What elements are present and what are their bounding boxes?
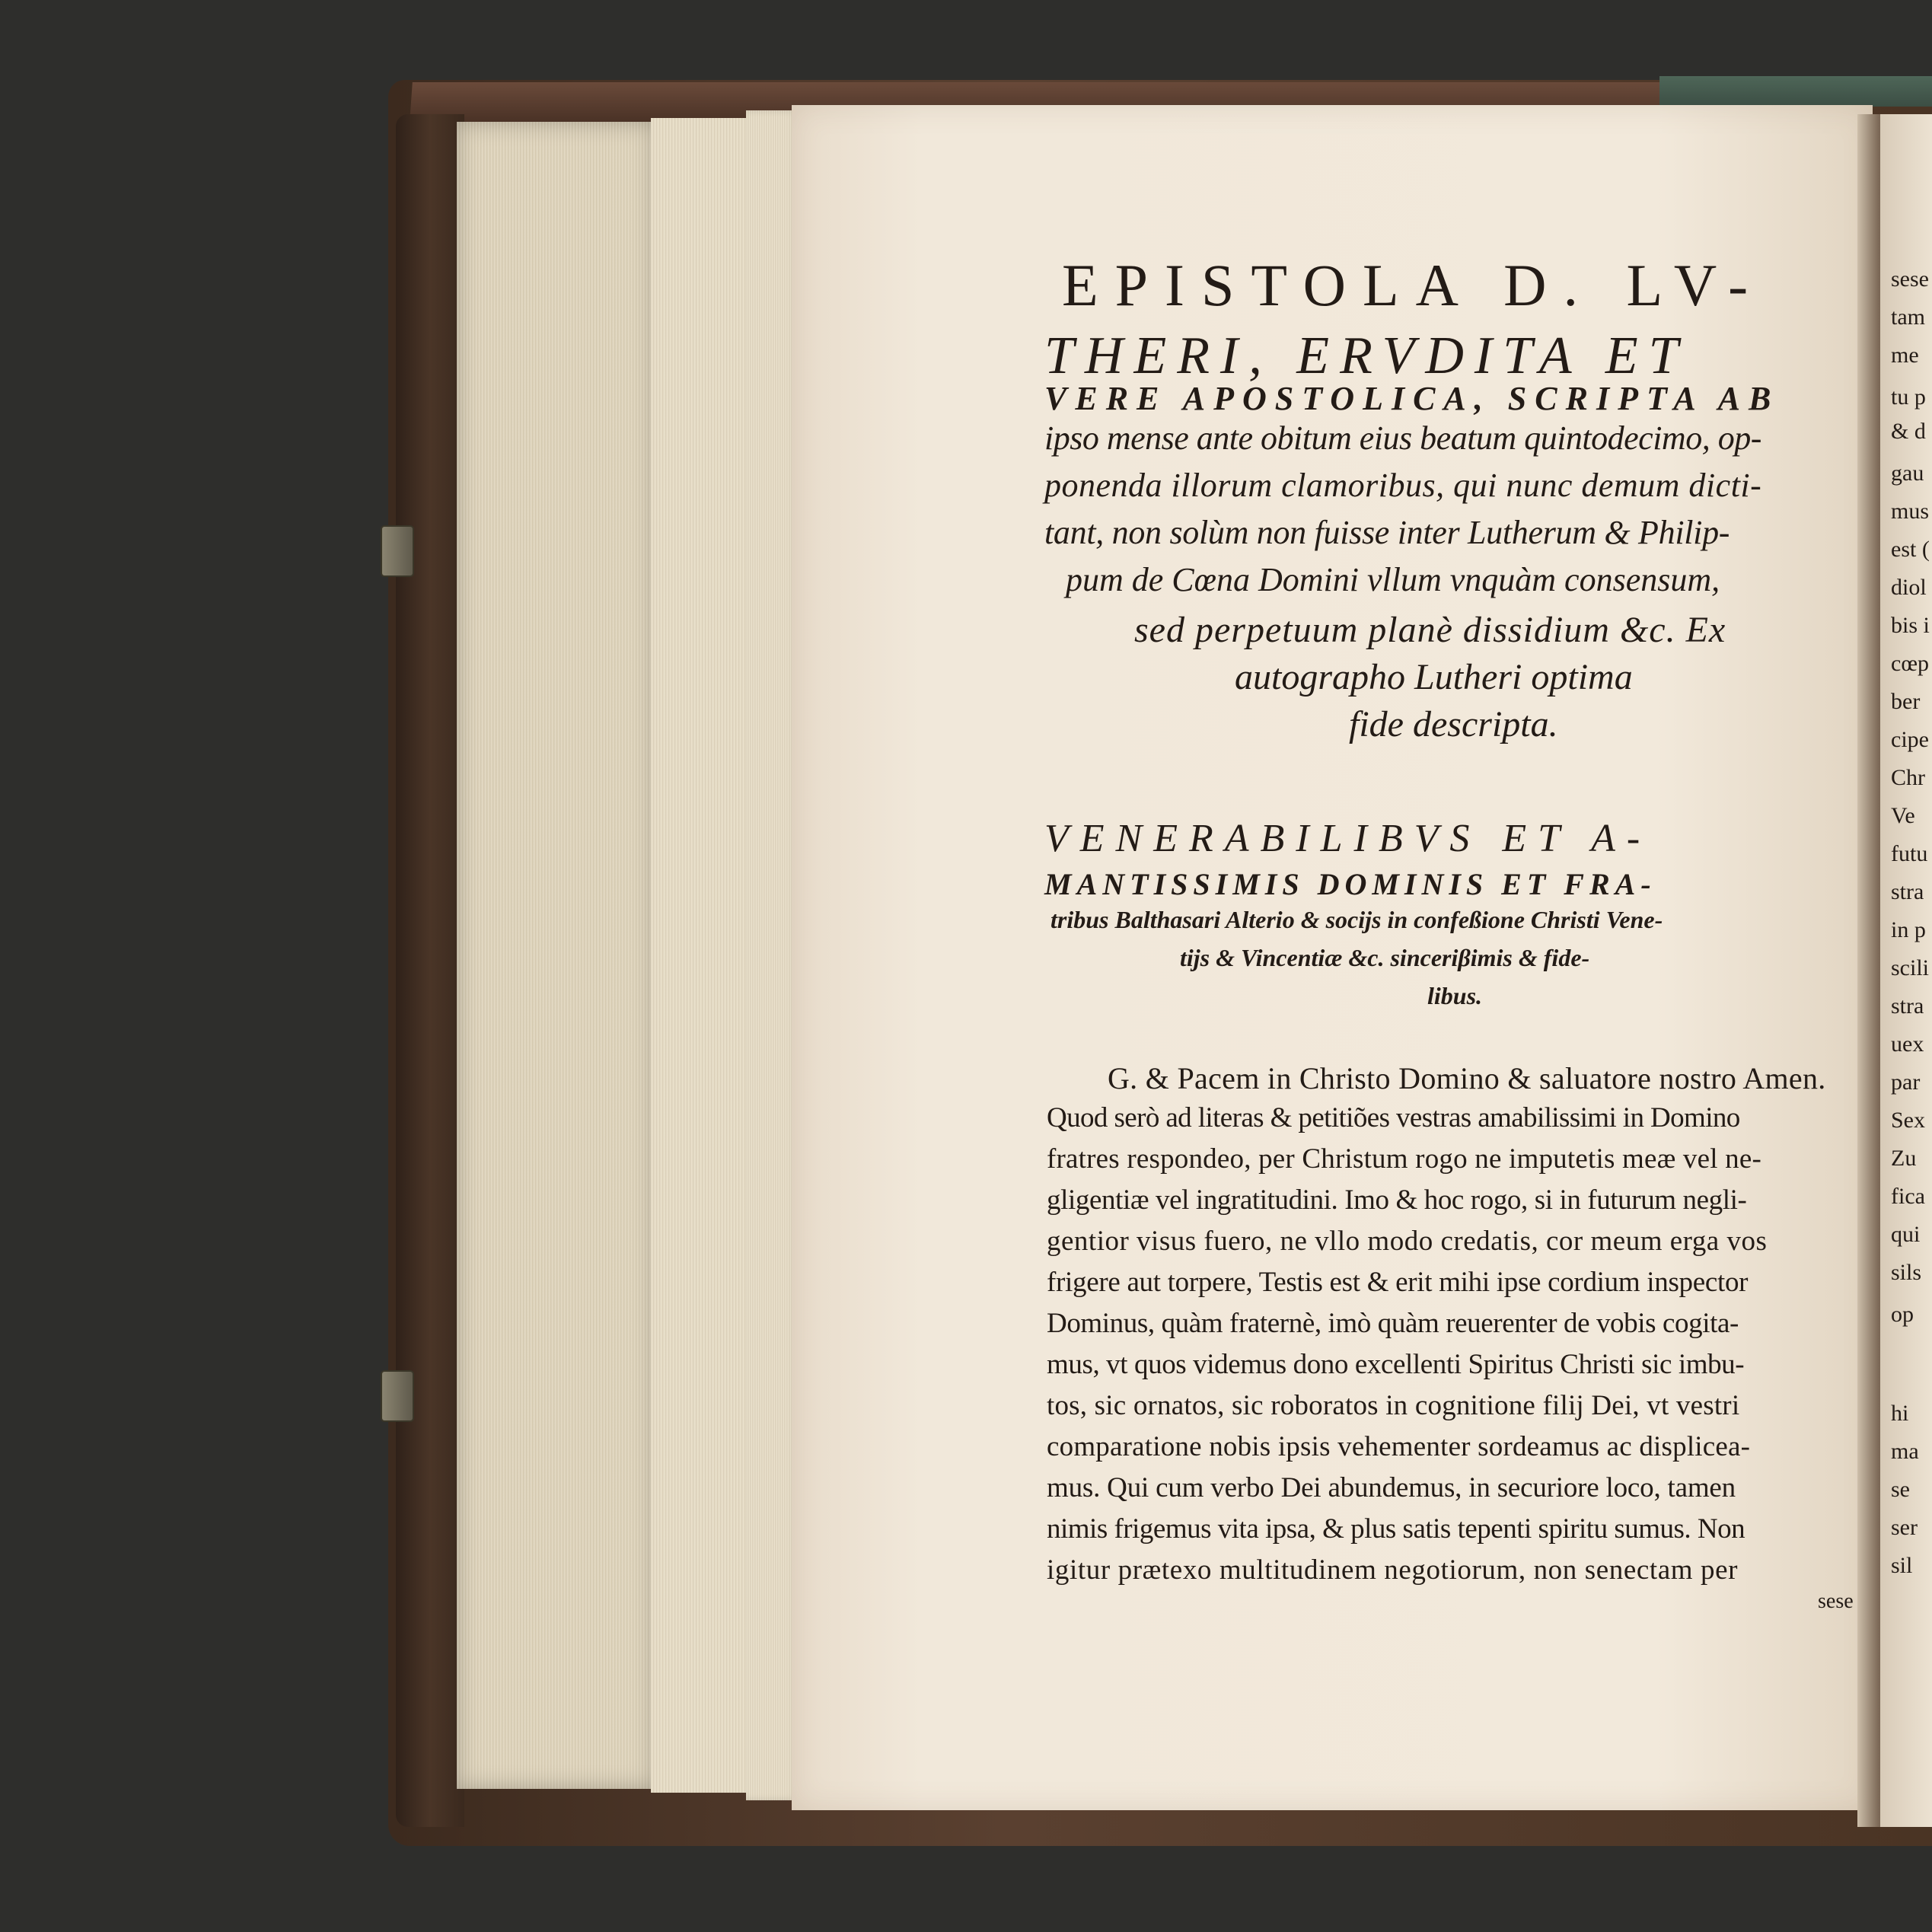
adjacent-fragment: in p: [1891, 917, 1926, 942]
address-line-4: tijs & Vincentiæ &c. sinceriβimis & fide-: [1180, 944, 1590, 971]
adjacent-fragment: uex: [1891, 1031, 1924, 1057]
title-line-4: ipso mense ante obitum eius beatum quintodecimo, op-: [1044, 419, 1761, 457]
adjacent-fragment: tam: [1891, 304, 1925, 330]
body-line-6: frigere aut torpere, Testis est & erit mihi ipse cordium inspector: [1047, 1267, 1749, 1298]
body-line-3: fratres respondeo, per Christum rogo ne imputetis meæ vel ne-: [1047, 1143, 1762, 1175]
adjacent-fragment: est (: [1891, 537, 1930, 562]
adjacent-fragment: Ve: [1891, 803, 1915, 828]
body-line-4: gligentiæ vel ingratitudini. Imo & hoc rogo, si in futurum negli-: [1047, 1184, 1747, 1216]
adjacent-fragment: diol: [1891, 575, 1927, 600]
adjacent-fragment: tu p: [1891, 384, 1926, 410]
body-line-7: Dominus, quàm fraternè, imò quàm reuerenter de vobis cogita-: [1047, 1308, 1739, 1339]
clasp-lower-icon: [381, 1370, 414, 1422]
adjacent-fragment: Chr: [1891, 765, 1925, 790]
cover-top-right-edge: [1659, 76, 1932, 107]
adjacent-fragment: ser: [1891, 1515, 1918, 1540]
title-line-2: THERI, ERVDITA ET: [1044, 327, 1689, 385]
body-line-5: gentior visus fuero, ne vllo modo credatis, cor meum erga vos: [1047, 1226, 1768, 1257]
page-block-edge: [457, 122, 655, 1789]
adjacent-fragment: qui: [1891, 1222, 1921, 1247]
title-line-7: pum de Cœna Domini vllum vnquàm consensum,: [1066, 561, 1720, 598]
title-line-5: ponenda illorum clamoribus, qui nunc demum dicti-: [1044, 467, 1762, 504]
body-line-10: comparatione nobis ipsis vehementer sordeamus ac displicea-: [1047, 1431, 1751, 1462]
page-block-edge-inner: [651, 118, 750, 1793]
adjacent-fragment: fica: [1891, 1184, 1925, 1209]
adjacent-fragment: me: [1891, 343, 1919, 368]
adjacent-fragment: sese: [1891, 266, 1929, 292]
adjacent-fragment: Sex: [1891, 1108, 1925, 1133]
title-line-9: autographo Lutheri optima: [1235, 657, 1633, 697]
adjacent-fragment: ber: [1891, 689, 1921, 714]
title-line-8: sed perpetuum planè dissidium &c. Ex: [1134, 610, 1726, 650]
title-line-6: tant, non solùm non fuisse inter Lutherum & Philip-: [1044, 514, 1730, 551]
body-line-12: nimis frigemus vita ipsa, & plus satis tepenti spiritu sumus. Non: [1047, 1513, 1745, 1545]
title-line-10: fide descripta.: [1349, 704, 1558, 744]
clasp-upper-icon: [381, 525, 414, 577]
adjacent-fragment: cœp: [1891, 651, 1929, 676]
adjacent-fragment: sils: [1891, 1260, 1922, 1285]
adjacent-fragment: stra: [1891, 879, 1924, 904]
adjacent-fragment: bis i: [1891, 613, 1930, 638]
body-line-8: mus, vt quos videmus dono excellenti Spiritus Christi sic imbu-: [1047, 1349, 1745, 1380]
body-line-1: G. & Pacem in Christo Domino & saluatore nostro Amen.: [1108, 1061, 1826, 1095]
address-line-2: MANTISSIMIS DOMINIS ET FRA-: [1044, 867, 1656, 901]
adjacent-fragment: par: [1891, 1070, 1921, 1095]
title-line-1: EPISTOLA D. LV-: [1062, 252, 1765, 318]
adjacent-fragment: scili: [1891, 955, 1929, 980]
adjacent-fragment: hi: [1891, 1401, 1909, 1426]
address-line-5: libus.: [1427, 982, 1483, 1009]
adjacent-fragment: gau: [1891, 461, 1924, 486]
adjacent-fragment: futu: [1891, 841, 1928, 866]
catchword: sese: [1818, 1589, 1854, 1613]
adjacent-fragment: op: [1891, 1302, 1914, 1327]
adjacent-fragment: se: [1891, 1477, 1910, 1502]
adjacent-fragment: mus: [1891, 499, 1930, 524]
title-line-3: VERE APOSTOLICA, SCRIPTA AB: [1044, 380, 1780, 417]
body-line-13: igitur prætexo multitudinem negotiorum, non senectam per: [1047, 1554, 1739, 1586]
body-line-2: Quod serò ad literas & petitiões vestras amabilissimi in Domino: [1047, 1102, 1740, 1133]
book-spine: [396, 114, 464, 1827]
address-line-1: VENERABILIBVS ET A-: [1044, 817, 1652, 860]
adjacent-fragment: Zu: [1891, 1146, 1917, 1171]
adjacent-fragment: stra: [1891, 993, 1924, 1019]
body-line-11: mus. Qui cum verbo Dei abundemus, in securiore loco, tamen: [1047, 1472, 1736, 1503]
adjacent-fragment: cipe: [1891, 727, 1929, 752]
body-line-9: tos, sic ornatos, sic roboratos in cognitione filij Dei, vt vestri: [1047, 1390, 1740, 1421]
adjacent-fragment: & d: [1891, 419, 1926, 444]
adjacent-fragment: ma: [1891, 1439, 1919, 1464]
address-line-3: tribus Balthasari Alterio & socijs in confeßione Christi Vene-: [1050, 906, 1663, 933]
adjacent-fragment: sil: [1891, 1553, 1913, 1578]
